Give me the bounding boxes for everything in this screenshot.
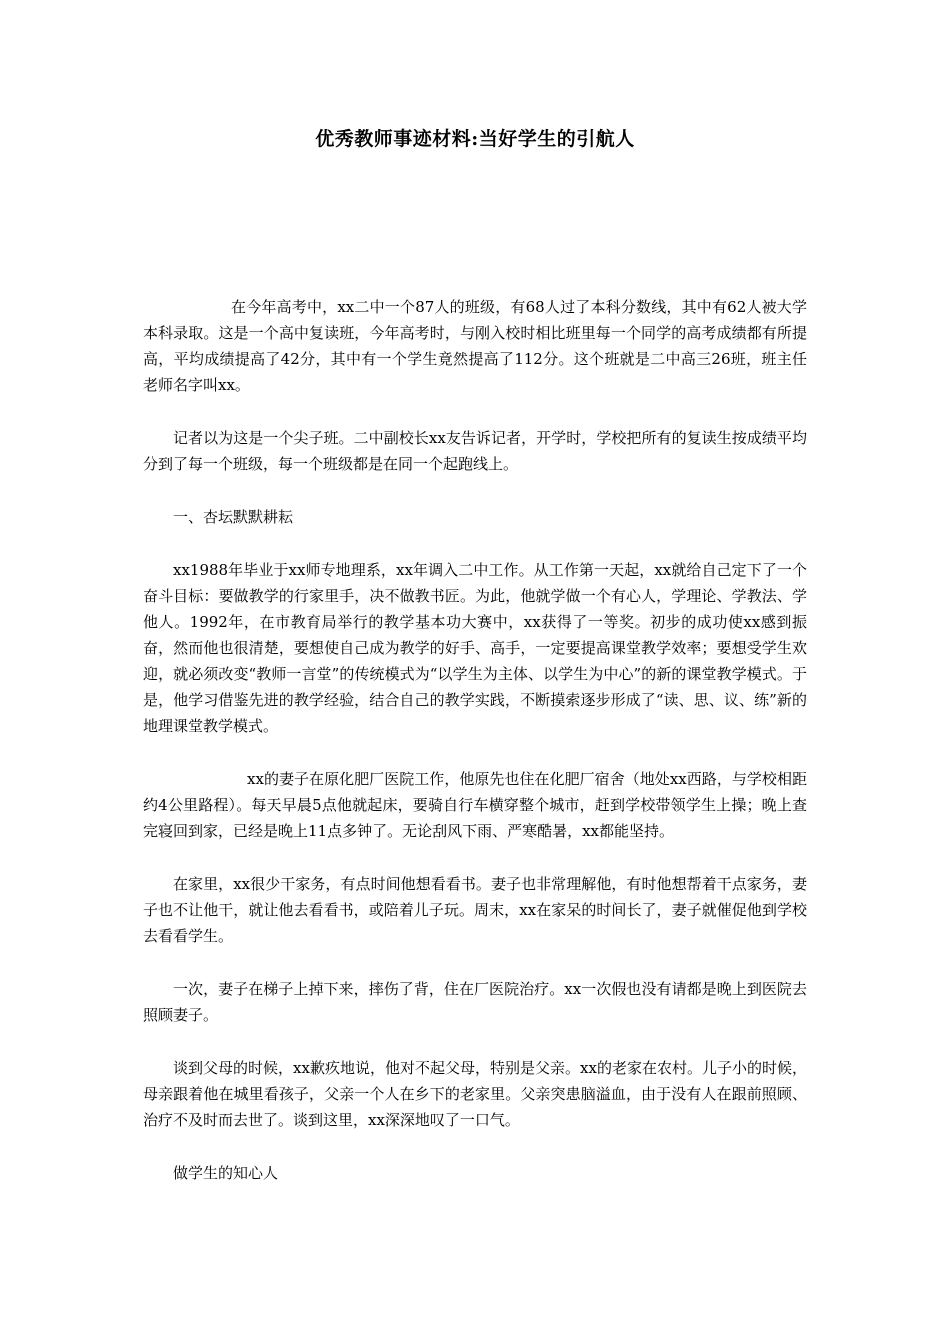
- paragraph-1: 在今年高考中，xx二中一个87人的班级，有68人过了本科分数线，其中有62人被大学本科录取。这是一个高中复读班，今年高考时，与刚入校时相比班里每一个同学的高考成绩都有所提高，平均成绩提高了42分，其中有一个学生竟然提高了112分。这个班就是二中高三26班，班主任老师名字叫xx。: [143, 298, 807, 394]
- section-heading-2: 做学生的知心人: [173, 1164, 279, 1182]
- paragraph-5: 在家里，xx很少干家务，有点时间他想看看书。妻子也非常理解他，有时他想帮着干点家务，妻子也不让他干，就让他去看看书，或陪着儿子玩。周末，xx在家呆的时间长了，妻子就催促他到学校去看看学生。: [143, 875, 807, 945]
- paragraph-2: 记者以为这是一个尖子班。二中副校长xx友告诉记者，开学时，学校把所有的复读生按成绩平均分到了每一个班级，每一个班级都是在同一个起跑线上。: [143, 429, 807, 473]
- paragraph-7: 谈到父母的时候，xx歉疚地说，他对不起父母，特别是父亲。xx的老家在农村。儿子小的时候，母亲跟着他在城里看孩子，父亲一个人在乡下的老家里。父亲突患脑溢血，由于没有人在跟前照顾、治疗不及时而去世了。谈到这里，xx深深地叹了一口气。: [143, 1059, 807, 1129]
- paragraph-3: xx1988年毕业于xx师专地理系，xx年调入二中工作。从工作第一天起，xx就给自己定下了一个奋斗目标：要做教学的行家里手，决不做教书匠。为此，他就学做一个有心人，学理论、学教法、学他人。1992年，在市教育局举行的教学基本功大赛中，xx获得了一等奖。初步的成功使xx感到振奋，然而他也很清楚，要想使自己成为教学的好手、高手，一定要提高课堂教学效率；要想受学生欢迎，就必须改变“教师一言堂”的传统模式为“以学生为主体、以学生为中心”的新的课堂教学模式。于是，他学习借鉴先进的教学经验，结合自己的教学实践，不断摸索逐步形成了“读、思、议、练”新的地理课堂教学模式。: [143, 561, 807, 735]
- paragraph-4: xx的妻子在原化肥厂医院工作，他原先也住在化肥厂宿舍（地处xx西路，与学校相距约4公里路程）。每天早晨5点他就起床，要骑自行车横穿整个城市，赶到学校带领学生上操；晚上查完寝回到家，已经是晚上11点多钟了。无论刮风下雨、严寒酷暑，xx都能坚持。: [143, 770, 807, 840]
- section-heading-1: 一、杏坛默默耕耘: [173, 508, 294, 526]
- document-body: [143, 294, 807, 1213]
- paragraph-6: 一次，妻子在梯子上掉下来，摔伤了背，住在厂医院治疗。xx一次假也没有请都是晚上到医院去照顾妻子。: [143, 980, 807, 1024]
- document-title: 优秀教师事迹材料:当好学生的引航人: [315, 128, 635, 150]
